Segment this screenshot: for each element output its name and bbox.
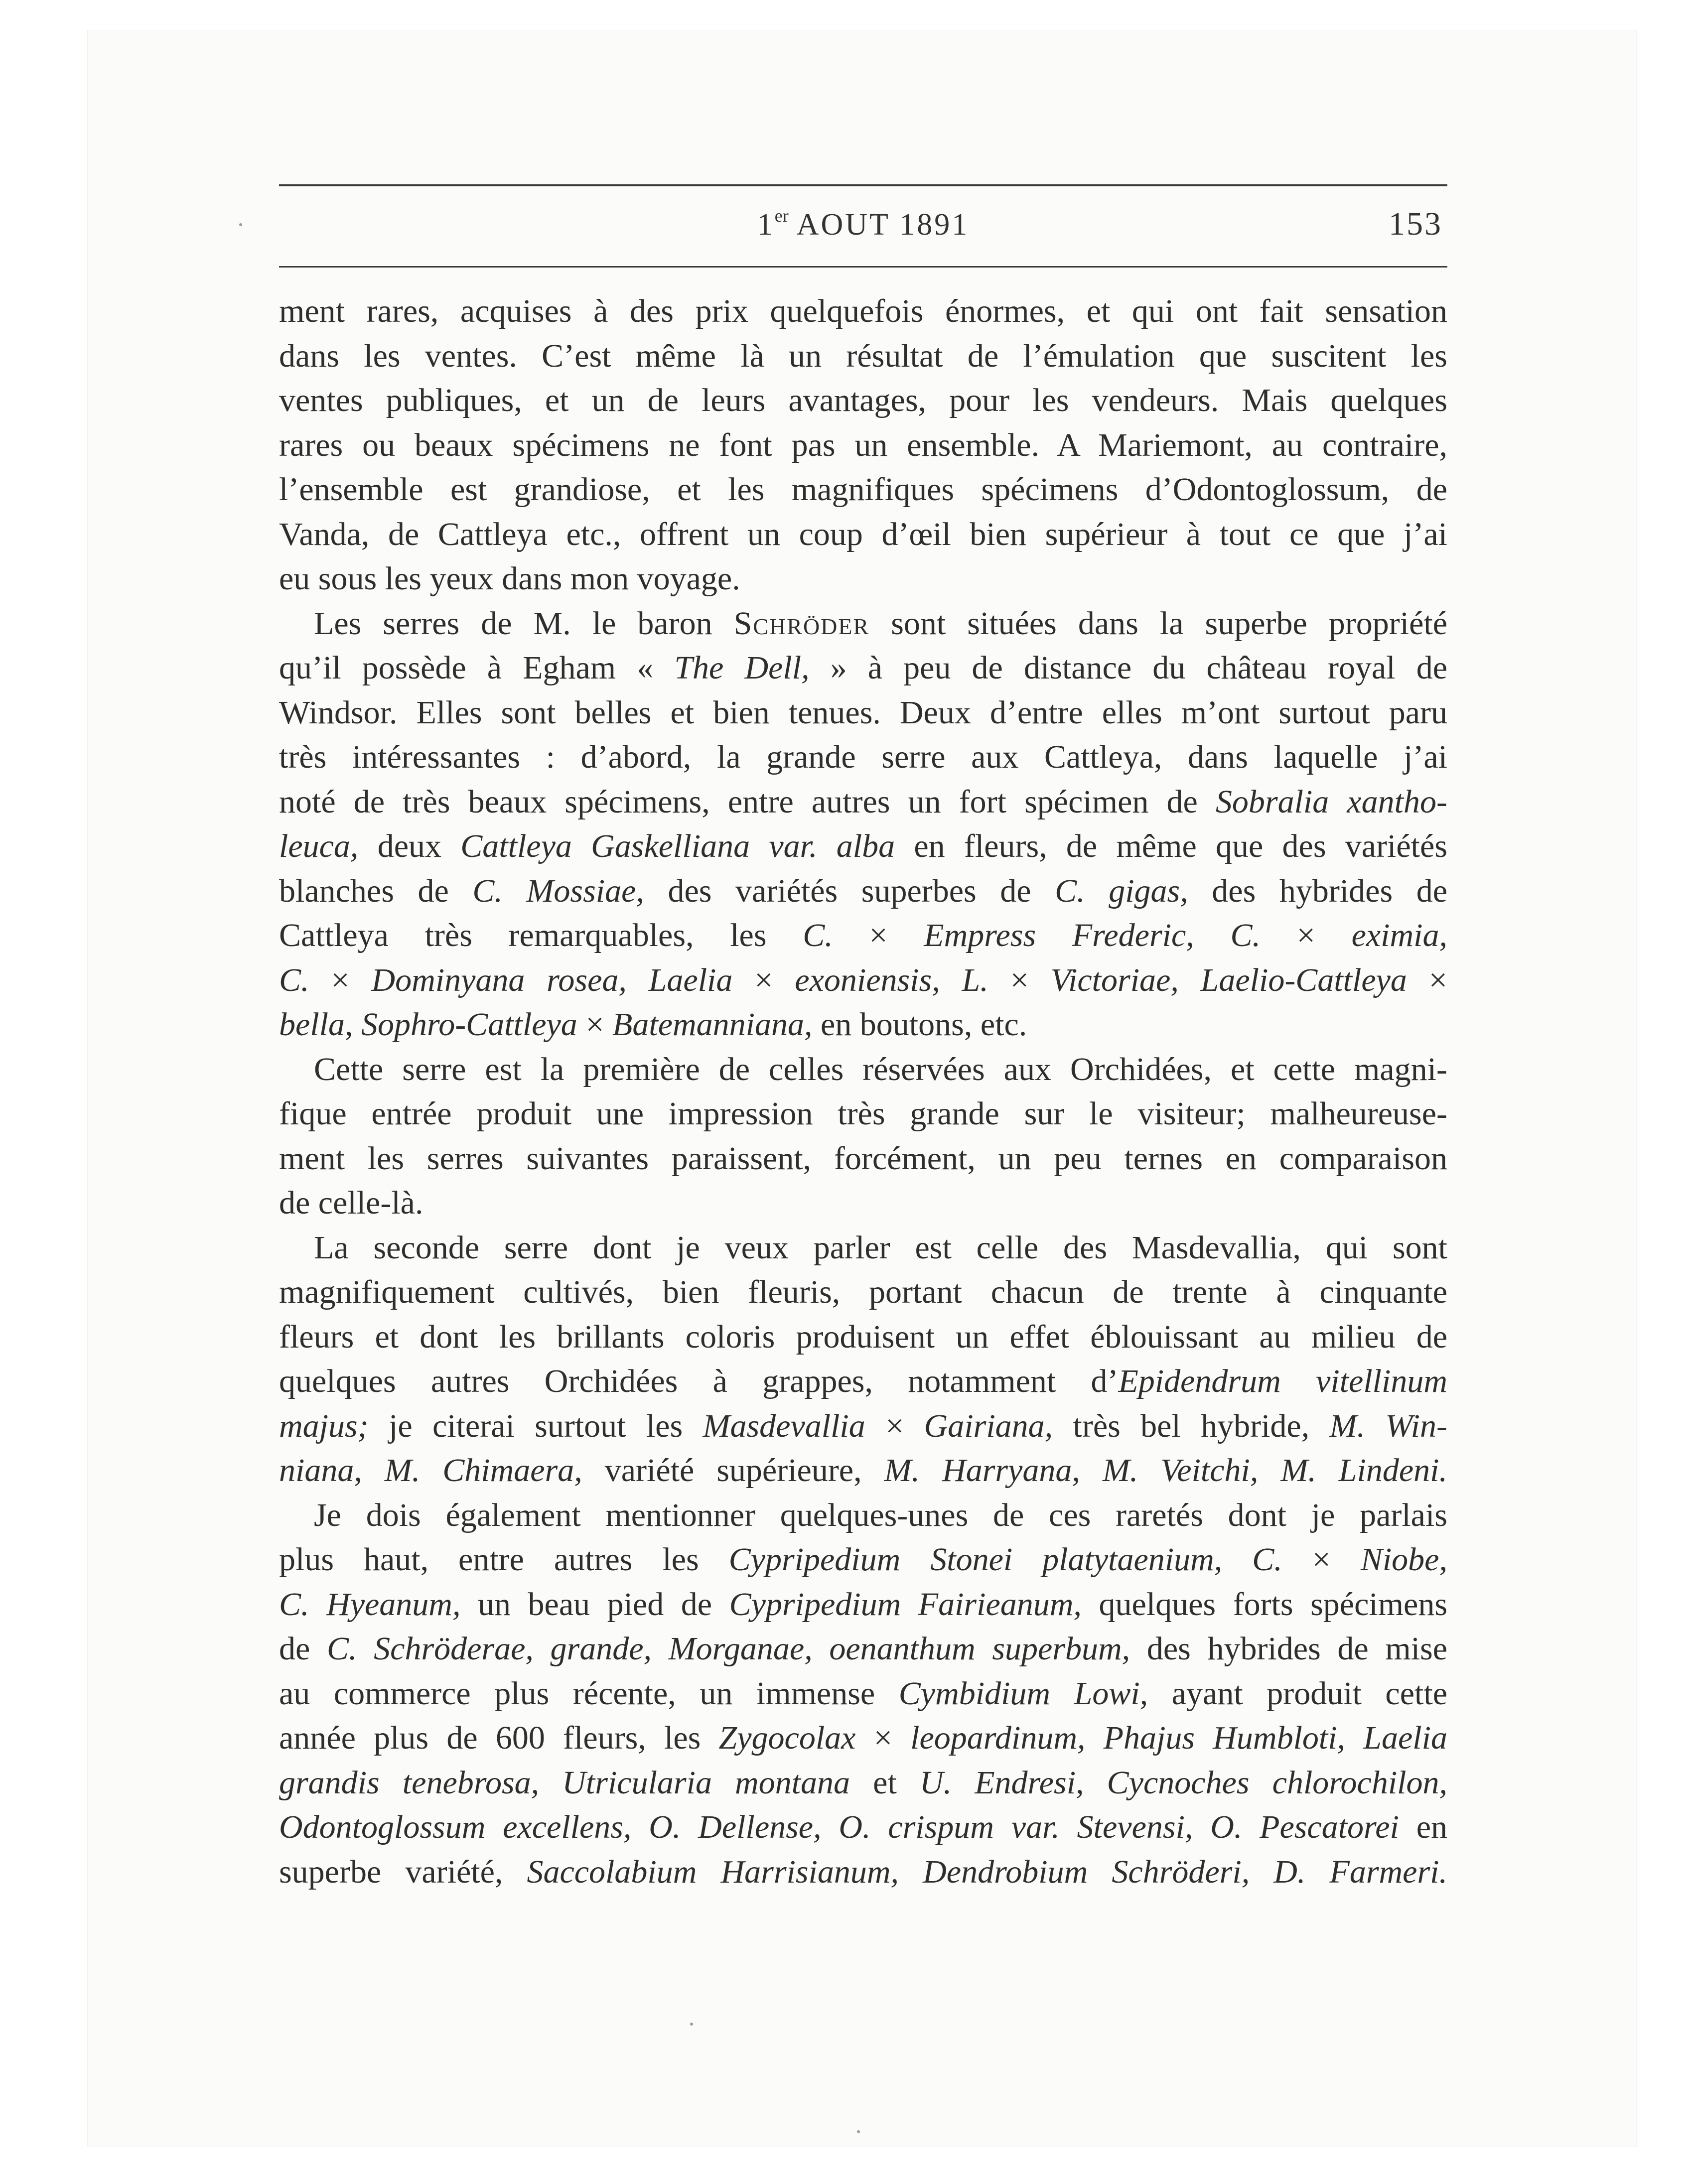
text-line: Odontoglossum excellens, O. Dellense, O. crispum var. Stevensi, O. Pescatorei en	[279, 1809, 1448, 1845]
text-line: Les serres de M. le baron Schröder sont situées dans la superbe propriété	[314, 605, 1447, 642]
text-line: La seconde serre dont je veux parler est celle des Masdevallia, qui sont	[314, 1229, 1447, 1266]
text-line: de C. Schröderae, grande, Morganae, oenanthum superbum, des hybrides de mise	[279, 1631, 1448, 1667]
text-line: Je dois également mentionner quelques-unes de ces raretés dont je parlais	[314, 1497, 1447, 1533]
page-number: 153	[1389, 206, 1442, 242]
text-line: de celle-là.	[279, 1185, 423, 1221]
text-line: ventes publiques, et un de leurs avantages, pour les vendeurs. Mais quelques	[279, 382, 1447, 418]
text-line: Cette serre est la première de celles réservées aux Orchidées, et cette magni-	[314, 1051, 1447, 1088]
margin-mark	[690, 2023, 693, 2026]
text-line: très intéressantes : d’abord, la grande serre aux Cattleya, dans laquelle j’ai	[279, 739, 1447, 775]
text-line: magnifiquement cultivés, bien fleuris, portant chacun de trente à cinquante	[279, 1274, 1447, 1310]
text-line: niana, M. Chimaera, variété supérieure, M. Harryana, M. Veitchi, M. Lindeni.	[279, 1452, 1447, 1489]
text-line: rares ou beaux spécimens ne font pas un ensemble. A Mariemont, au contraire,	[279, 426, 1447, 463]
text-line: au commerce plus récente, un immense Cymbidium Lowi, ayant produit cette	[279, 1675, 1447, 1712]
text-line: leuca, deux Cattleya Gaskelliana var. alba en fleurs, de même que des variétés	[279, 828, 1447, 864]
text-line: fique entrée produit une impression très grande sur le visiteur; malheureuse-	[279, 1095, 1447, 1132]
text-line: Vanda, de Cattleya etc., offrent un coup d’œil bien supérieur à tout ce que j’ai	[279, 516, 1447, 552]
text-line: C. Hyeanum, un beau pied de Cypripedium Fairieanum, quelques forts spécimens	[279, 1586, 1448, 1623]
text-line: noté de très beaux spécimens, entre autres un fort spécimen de Sobralia xantho-	[279, 783, 1447, 820]
text-line: majus; je citerai surtout les Masdevallia × Gairiana, très bel hybride, M. Win-	[279, 1407, 1447, 1444]
text-line: dans les ventes. C’est même là un résultat de l’émulation que suscitent les	[279, 337, 1447, 374]
text-line: ment les serres suivantes paraissent, forcément, un peu ternes en comparaison	[279, 1140, 1447, 1177]
running-header	[279, 184, 1447, 268]
text-line: plus haut, entre autres les Cypripedium Stonei platytaenium, C. × Niobe,	[279, 1541, 1447, 1578]
header-date-month-year: AOUT 1891	[788, 208, 970, 242]
text-line: superbe variété, Saccolabium Harrisianum, Dendrobium Schröderi, D. Farmeri.	[279, 1853, 1447, 1890]
header-date-day: 1	[757, 208, 775, 242]
text-line: bella, Sophro-Cattleya × Batemanniana, en boutons, etc.	[279, 1006, 1027, 1043]
text-line: qu’il possède à Egham « The Dell, » à peu de distance du château royal de	[279, 650, 1447, 686]
text-line: grandis tenebrosa, Utricularia montana et U. Endresi, Cycnoches chlorochilon,	[279, 1764, 1447, 1801]
text-line: Windsor. Elles sont belles et bien tenues. Deux d’entre elles m’ont surtout paru	[279, 694, 1447, 731]
text-line: C. × Dominyana rosea, Laelia × exoniensis, L. × Victoriae, Laelio-Cattleya ×	[279, 961, 1447, 998]
text-line: blanches de C. Mossiae, des variétés superbes de C. gigas, des hybrides de	[279, 872, 1447, 909]
text-line: quelques autres Orchidées à grappes, notamment d’Epidendrum vitellinum	[279, 1363, 1448, 1399]
margin-mark	[239, 223, 242, 226]
text-line: fleurs et dont les brillants coloris produisent un effet éblouissant au milieu de	[279, 1318, 1447, 1355]
body-text	[279, 289, 1447, 1894]
text-line: année plus de 600 fleurs, les Zygocolax × leopardinum, Phajus Humbloti, Laelia	[279, 1720, 1447, 1756]
margin-mark	[857, 2130, 860, 2133]
header-date	[279, 205, 1447, 243]
text-line: l’ensemble est grandiose, et les magnifiques spécimens d’Odontoglossum, de	[279, 471, 1447, 508]
header-date-ordinal: er	[774, 206, 789, 226]
text-line: Cattleya très remarquables, les C. × Empress Frederic, C. × eximia,	[279, 917, 1447, 954]
text-line: ment rares, acquises à des prix quelquefois énormes, et qui ont fait sensation	[279, 293, 1447, 329]
text-line: eu sous les yeux dans mon voyage.	[279, 560, 740, 597]
